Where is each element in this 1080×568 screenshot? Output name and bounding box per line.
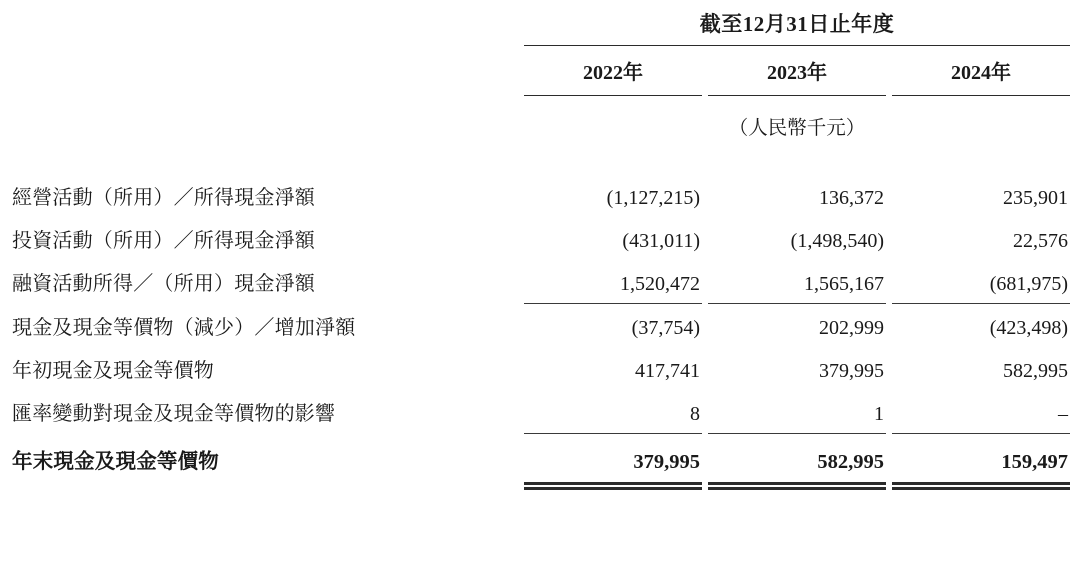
currency-note-row — [12, 96, 1070, 146]
row-value-2023: 136,372 — [819, 187, 884, 209]
row-label: 匯率變動對現金及現金等價物的影響 — [12, 403, 336, 425]
table-row — [12, 304, 1070, 347]
period-heading: 截至12月31日止年度 — [699, 12, 895, 36]
column-header-2022: 2022年 — [583, 62, 643, 84]
row-value-2023: 1 — [874, 403, 884, 425]
table-row — [12, 260, 1070, 303]
row-value-2023: (1,498,540) — [790, 230, 884, 252]
total-label: 年末現金及現金等價物 — [12, 451, 219, 473]
row-value-2024: 235,901 — [1003, 187, 1069, 209]
row-value-2022: 8 — [690, 403, 700, 425]
row-label: 經營活動（所用）／所得現金淨額 — [12, 187, 315, 209]
row-value-2023: 202,999 — [819, 317, 884, 339]
table-row — [12, 174, 1070, 217]
row-value-2024: 582,995 — [1003, 360, 1069, 382]
row-value-2022: 1,520,472 — [620, 273, 700, 295]
row-value-2022: (431,011) — [622, 230, 700, 252]
currency-empty-cell — [12, 96, 524, 146]
table-row — [12, 390, 1070, 433]
row-label: 投資活動（所用）／所得現金淨額 — [12, 230, 315, 252]
row-value-2024: 22,576 — [1013, 230, 1069, 252]
total-row — [12, 434, 1070, 482]
row-value-2024: (681,975) — [989, 273, 1069, 295]
double-rule-row — [12, 482, 1070, 490]
year-header-row — [12, 46, 1070, 94]
row-value-2024: (423,498) — [989, 317, 1069, 339]
total-value-2023: 582,995 — [817, 451, 884, 473]
row-label: 年初現金及現金等價物 — [12, 360, 214, 382]
table-header-title-row — [12, 0, 1070, 44]
header-empty-cell — [12, 0, 524, 44]
row-value-2022: (1,127,215) — [606, 187, 700, 209]
spacer-row — [12, 146, 1070, 160]
row-value-2022: 417,741 — [635, 360, 700, 382]
gap-cell — [892, 96, 1070, 146]
row-label: 融資活動所得／（所用）現金淨額 — [12, 273, 315, 295]
row-value-2024: – — [1058, 403, 1069, 425]
cash-flow-table — [12, 0, 1070, 490]
year-empty-cell — [12, 46, 524, 94]
row-value-2023: 1,565,167 — [804, 273, 884, 295]
double-rule-2022 — [524, 482, 702, 490]
column-header-2024: 2024年 — [951, 62, 1012, 84]
dbl-empty-cell — [12, 482, 524, 490]
table-row — [12, 217, 1070, 260]
column-header-2023: 2023年 — [767, 62, 827, 84]
spacer-row — [12, 160, 1070, 174]
double-rule-2024 — [892, 482, 1070, 490]
double-rule-2023 — [708, 482, 886, 490]
table-row — [12, 347, 1070, 390]
spacer-cell — [12, 146, 1070, 160]
currency-note: （人民幣千元） — [728, 118, 866, 139]
gap-cell — [524, 96, 702, 146]
spacer-cell — [12, 160, 1070, 174]
total-value-2024: 159,497 — [1001, 451, 1069, 473]
row-label: 現金及現金等價物（減少）／增加淨額 — [12, 317, 356, 339]
total-value-2022: 379,995 — [633, 451, 700, 473]
row-value-2022: (37,754) — [631, 317, 700, 339]
row-value-2023: 379,995 — [819, 360, 884, 382]
